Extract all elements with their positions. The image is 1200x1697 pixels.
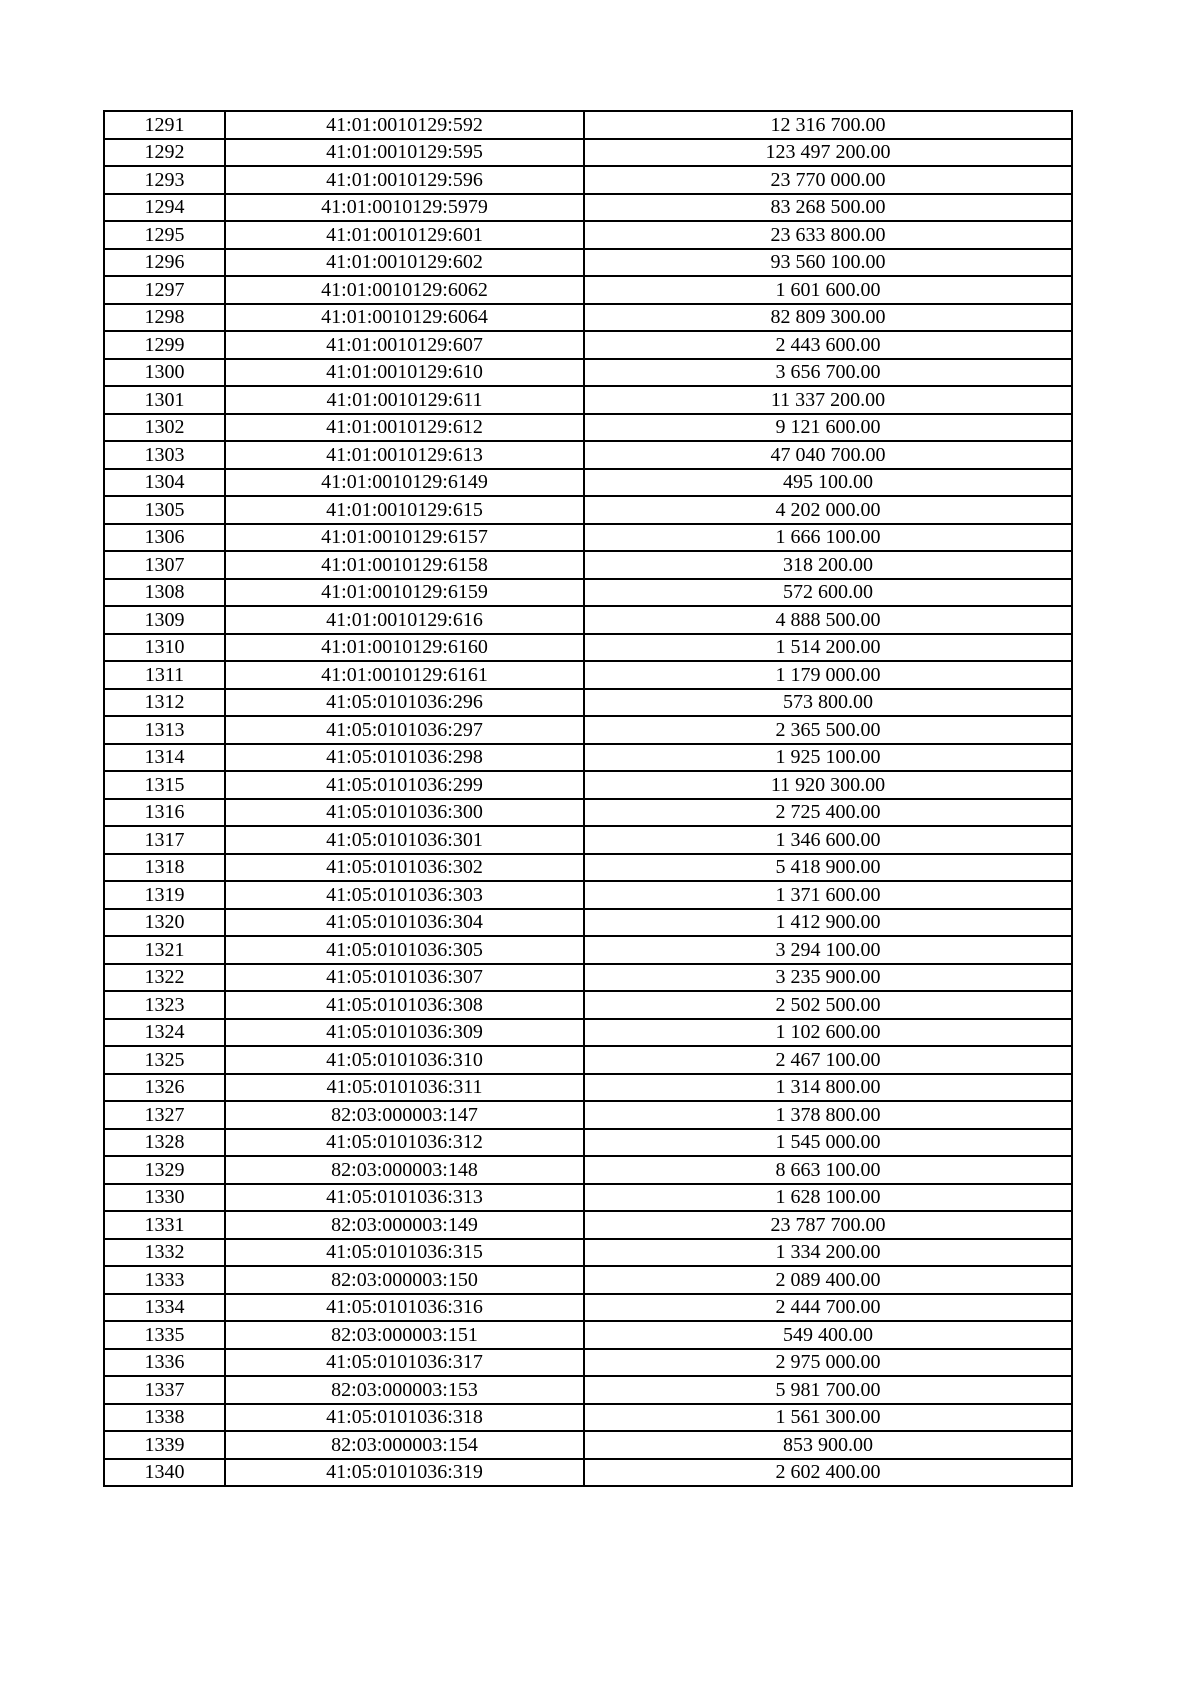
cadastral-value-cell: 2 602 400.00 [584,1459,1072,1487]
row-number-cell: 1292 [104,139,225,167]
table-row [104,1266,1072,1294]
row-number-cell: 1323 [104,991,225,1019]
table-row [104,826,1072,854]
row-number-cell: 1339 [104,1431,225,1459]
cadastral-value-cell: 2 467 100.00 [584,1046,1072,1074]
cadastral-value-cell: 1 314 800.00 [584,1074,1072,1102]
row-number-cell: 1322 [104,964,225,992]
cadastral-number-cell: 41:01:0010129:6157 [225,524,584,552]
cadastral-number-cell: 41:01:0010129:6159 [225,579,584,607]
table-row [104,469,1072,497]
row-number-cell: 1315 [104,771,225,799]
row-number-cell: 1294 [104,194,225,222]
cadastral-value-cell: 4 202 000.00 [584,496,1072,524]
cadastral-value-cell: 4 888 500.00 [584,606,1072,634]
row-number-cell: 1312 [104,689,225,717]
cadastral-number-cell: 41:05:0101036:315 [225,1239,584,1267]
cadastral-value-cell: 549 400.00 [584,1321,1072,1349]
cadastral-number-cell: 41:05:0101036:319 [225,1459,584,1487]
row-number-cell: 1307 [104,551,225,579]
cadastral-number-cell: 41:05:0101036:299 [225,771,584,799]
cadastral-value-cell: 23 787 700.00 [584,1211,1072,1239]
row-number-cell: 1295 [104,221,225,249]
row-number-cell: 1300 [104,359,225,387]
cadastral-number-cell: 41:05:0101036:308 [225,991,584,1019]
cadastral-number-cell: 41:05:0101036:305 [225,936,584,964]
cadastral-number-cell: 41:05:0101036:311 [225,1074,584,1102]
row-number-cell: 1327 [104,1101,225,1129]
cadastral-value-cell: 8 663 100.00 [584,1156,1072,1184]
table-row [104,634,1072,662]
cadastral-value-cell: 11 920 300.00 [584,771,1072,799]
cadastral-value-cell: 1 179 000.00 [584,661,1072,689]
table-row [104,579,1072,607]
cadastral-value-cell: 573 800.00 [584,689,1072,717]
cadastral-number-cell: 82:03:000003:149 [225,1211,584,1239]
table-row [104,744,1072,772]
cadastral-value-cell: 23 633 800.00 [584,221,1072,249]
table-row [104,881,1072,909]
table-row [104,194,1072,222]
table-row [104,1046,1072,1074]
cadastral-number-cell: 41:01:0010129:612 [225,414,584,442]
table-row [104,964,1072,992]
cadastral-number-cell: 41:05:0101036:297 [225,716,584,744]
cadastral-number-cell: 82:03:000003:148 [225,1156,584,1184]
row-number-cell: 1301 [104,386,225,414]
cadastral-number-cell: 41:01:0010129:592 [225,111,584,139]
cadastral-number-cell: 41:01:0010129:595 [225,139,584,167]
cadastral-value-cell: 5 418 900.00 [584,854,1072,882]
row-number-cell: 1298 [104,304,225,332]
table-row [104,139,1072,167]
cadastral-number-cell: 82:03:000003:147 [225,1101,584,1129]
row-number-cell: 1332 [104,1239,225,1267]
cadastral-number-cell: 41:05:0101036:301 [225,826,584,854]
cadastral-value-cell: 3 235 900.00 [584,964,1072,992]
table-row [104,1431,1072,1459]
table-row [104,1156,1072,1184]
row-number-cell: 1329 [104,1156,225,1184]
table-row [104,414,1072,442]
table-row [104,991,1072,1019]
cadastral-value-cell: 5 981 700.00 [584,1376,1072,1404]
row-number-cell: 1320 [104,909,225,937]
cadastral-number-cell: 82:03:000003:153 [225,1376,584,1404]
table-row [104,1184,1072,1212]
row-number-cell: 1337 [104,1376,225,1404]
cadastral-number-cell: 41:01:0010129:6062 [225,276,584,304]
row-number-cell: 1326 [104,1074,225,1102]
row-number-cell: 1308 [104,579,225,607]
row-number-cell: 1328 [104,1129,225,1157]
cadastral-value-cell: 572 600.00 [584,579,1072,607]
row-number-cell: 1318 [104,854,225,882]
cadastral-value-cell: 1 412 900.00 [584,909,1072,937]
cadastral-value-cell: 2 444 700.00 [584,1294,1072,1322]
row-number-cell: 1302 [104,414,225,442]
cadastral-number-cell: 41:05:0101036:312 [225,1129,584,1157]
cadastral-value-cell: 1 666 100.00 [584,524,1072,552]
row-number-cell: 1304 [104,469,225,497]
cadastral-value-cell: 2 502 500.00 [584,991,1072,1019]
row-number-cell: 1330 [104,1184,225,1212]
table-row [104,304,1072,332]
cadastral-value-cell: 82 809 300.00 [584,304,1072,332]
row-number-cell: 1316 [104,799,225,827]
row-number-cell: 1309 [104,606,225,634]
row-number-cell: 1296 [104,249,225,277]
cadastral-number-cell: 41:05:0101036:302 [225,854,584,882]
cadastral-value-cell: 12 316 700.00 [584,111,1072,139]
cadastral-value-cell: 2 975 000.00 [584,1349,1072,1377]
table-row [104,1294,1072,1322]
table-row [104,1129,1072,1157]
cadastral-number-cell: 41:05:0101036:317 [225,1349,584,1377]
cadastral-number-cell: 41:05:0101036:300 [225,799,584,827]
cadastral-number-cell: 41:01:0010129:611 [225,386,584,414]
cadastral-value-cell: 83 268 500.00 [584,194,1072,222]
row-number-cell: 1291 [104,111,225,139]
table-body [104,111,1072,1486]
row-number-cell: 1336 [104,1349,225,1377]
cadastral-value-cell: 318 200.00 [584,551,1072,579]
table-row [104,771,1072,799]
cadastral-number-cell: 41:05:0101036:310 [225,1046,584,1074]
table-row [104,661,1072,689]
cadastral-number-cell: 41:01:0010129:607 [225,331,584,359]
row-number-cell: 1335 [104,1321,225,1349]
table-row [104,1321,1072,1349]
table-row [104,276,1072,304]
cadastral-value-cell: 2 443 600.00 [584,331,1072,359]
cadastral-number-cell: 41:05:0101036:313 [225,1184,584,1212]
row-number-cell: 1331 [104,1211,225,1239]
row-number-cell: 1317 [104,826,225,854]
table-row [104,1376,1072,1404]
table-row [104,1239,1072,1267]
table-row [104,359,1072,387]
table-row [104,249,1072,277]
row-number-cell: 1324 [104,1019,225,1047]
cadastral-value-cell: 495 100.00 [584,469,1072,497]
cadastral-number-cell: 41:01:0010129:6161 [225,661,584,689]
cadastral-number-cell: 41:05:0101036:309 [225,1019,584,1047]
cadastral-number-cell: 41:01:0010129:6149 [225,469,584,497]
table-row [104,854,1072,882]
cadastral-value-cell: 1 628 100.00 [584,1184,1072,1212]
cadastral-number-cell: 41:05:0101036:304 [225,909,584,937]
row-number-cell: 1313 [104,716,225,744]
cadastral-value-cell: 1 371 600.00 [584,881,1072,909]
cadastral-number-cell: 41:01:0010129:5979 [225,194,584,222]
cadastral-value-cell: 23 770 000.00 [584,166,1072,194]
cadastral-value-cell: 2 725 400.00 [584,799,1072,827]
cadastral-value-cell: 1 346 600.00 [584,826,1072,854]
cadastral-value-cell: 1 925 100.00 [584,744,1072,772]
table-row [104,799,1072,827]
cadastral-value-cell: 2 365 500.00 [584,716,1072,744]
row-number-cell: 1303 [104,441,225,469]
row-number-cell: 1319 [104,881,225,909]
table-row [104,689,1072,717]
row-number-cell: 1311 [104,661,225,689]
table-row [104,441,1072,469]
table-row [104,551,1072,579]
cadastral-number-cell: 41:01:0010129:602 [225,249,584,277]
row-number-cell: 1299 [104,331,225,359]
row-number-cell: 1333 [104,1266,225,1294]
cadastral-value-cell: 2 089 400.00 [584,1266,1072,1294]
table-row [104,1404,1072,1432]
cadastral-value-cell: 123 497 200.00 [584,139,1072,167]
cadastral-number-cell: 41:01:0010129:615 [225,496,584,524]
table-row [104,386,1072,414]
cadastral-number-cell: 41:01:0010129:601 [225,221,584,249]
cadastral-value-cell: 1 334 200.00 [584,1239,1072,1267]
cadastral-number-cell: 82:03:000003:154 [225,1431,584,1459]
cadastral-value-cell: 853 900.00 [584,1431,1072,1459]
cadastral-value-cell: 1 601 600.00 [584,276,1072,304]
cadastral-number-cell: 82:03:000003:151 [225,1321,584,1349]
row-number-cell: 1297 [104,276,225,304]
row-number-cell: 1340 [104,1459,225,1487]
cadastral-value-cell: 11 337 200.00 [584,386,1072,414]
cadastral-number-cell: 41:05:0101036:303 [225,881,584,909]
cadastral-number-cell: 41:05:0101036:307 [225,964,584,992]
cadastral-value-cell: 93 560 100.00 [584,249,1072,277]
table-row [104,716,1072,744]
cadastral-value-table [103,110,1073,1487]
row-number-cell: 1314 [104,744,225,772]
cadastral-value-cell: 1 514 200.00 [584,634,1072,662]
cadastral-number-cell: 41:05:0101036:318 [225,1404,584,1432]
cadastral-number-cell: 41:01:0010129:596 [225,166,584,194]
table-row [104,496,1072,524]
table-row [104,524,1072,552]
cadastral-number-cell: 41:05:0101036:296 [225,689,584,717]
cadastral-number-cell: 41:01:0010129:616 [225,606,584,634]
row-number-cell: 1305 [104,496,225,524]
row-number-cell: 1306 [104,524,225,552]
row-number-cell: 1325 [104,1046,225,1074]
cadastral-number-cell: 41:01:0010129:613 [225,441,584,469]
table-row [104,909,1072,937]
cadastral-number-cell: 41:01:0010129:6160 [225,634,584,662]
table-row [104,1459,1072,1487]
cadastral-number-cell: 41:01:0010129:610 [225,359,584,387]
cadastral-value-cell: 1 545 000.00 [584,1129,1072,1157]
table-row [104,1211,1072,1239]
cadastral-value-cell: 3 656 700.00 [584,359,1072,387]
table-row [104,1101,1072,1129]
table-row [104,1074,1072,1102]
table-row [104,331,1072,359]
table-row [104,111,1072,139]
cadastral-number-cell: 82:03:000003:150 [225,1266,584,1294]
cadastral-number-cell: 41:01:0010129:6158 [225,551,584,579]
row-number-cell: 1293 [104,166,225,194]
cadastral-value-cell: 9 121 600.00 [584,414,1072,442]
row-number-cell: 1338 [104,1404,225,1432]
cadastral-value-cell: 47 040 700.00 [584,441,1072,469]
row-number-cell: 1310 [104,634,225,662]
table-row [104,1019,1072,1047]
cadastral-number-cell: 41:05:0101036:298 [225,744,584,772]
cadastral-number-cell: 41:01:0010129:6064 [225,304,584,332]
cadastral-value-cell: 1 561 300.00 [584,1404,1072,1432]
cadastral-value-cell: 3 294 100.00 [584,936,1072,964]
cadastral-value-cell: 1 102 600.00 [584,1019,1072,1047]
cadastral-number-cell: 41:05:0101036:316 [225,1294,584,1322]
cadastral-value-cell: 1 378 800.00 [584,1101,1072,1129]
table-row [104,221,1072,249]
table-row [104,1349,1072,1377]
row-number-cell: 1321 [104,936,225,964]
table-row [104,606,1072,634]
table-row [104,936,1072,964]
table-row [104,166,1072,194]
row-number-cell: 1334 [104,1294,225,1322]
